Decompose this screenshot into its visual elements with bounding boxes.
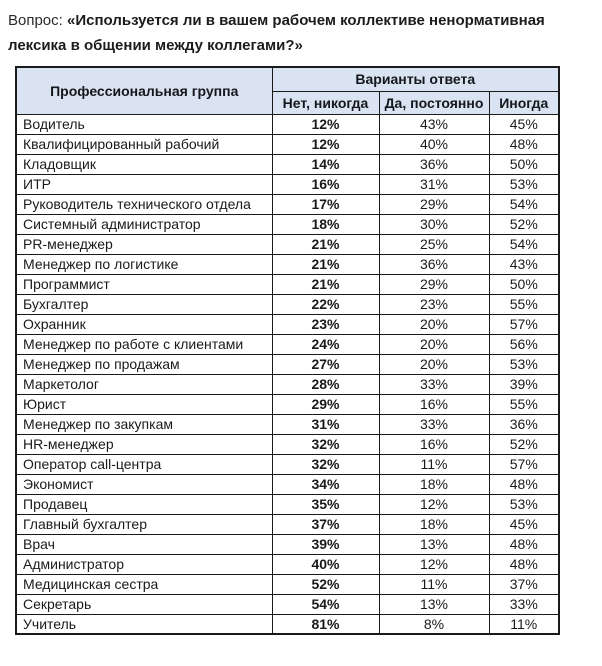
never-cell: 32% xyxy=(272,434,379,454)
sometimes-cell: 57% xyxy=(489,314,559,334)
never-cell: 21% xyxy=(272,254,379,274)
table-row xyxy=(16,414,559,434)
sometimes-cell: 43% xyxy=(489,254,559,274)
sometimes-cell: 52% xyxy=(489,434,559,454)
sometimes-cell: 50% xyxy=(489,274,559,294)
column-header-professional-group: Профессиональная группа xyxy=(16,67,272,114)
group-cell: Квалифицированный рабочий xyxy=(16,134,272,154)
group-cell: Администратор xyxy=(16,554,272,574)
never-cell: 81% xyxy=(272,614,379,634)
sometimes-cell: 55% xyxy=(489,294,559,314)
always-cell: 33% xyxy=(379,374,489,394)
group-cell: Оператор call-центра xyxy=(16,454,272,474)
survey-question-title xyxy=(8,8,596,58)
always-cell: 40% xyxy=(379,134,489,154)
table-row xyxy=(16,494,559,514)
table-row xyxy=(16,474,559,494)
sometimes-cell: 54% xyxy=(489,194,559,214)
never-cell: 54% xyxy=(272,594,379,614)
never-cell: 23% xyxy=(272,314,379,334)
always-cell: 11% xyxy=(379,574,489,594)
always-cell: 12% xyxy=(379,554,489,574)
table-row xyxy=(16,514,559,534)
always-cell: 33% xyxy=(379,414,489,434)
table-header xyxy=(16,67,559,114)
never-cell: 29% xyxy=(272,394,379,414)
sometimes-cell: 50% xyxy=(489,154,559,174)
table-row xyxy=(16,534,559,554)
never-cell: 24% xyxy=(272,334,379,354)
sometimes-cell: 33% xyxy=(489,594,559,614)
table-row xyxy=(16,234,559,254)
table-row xyxy=(16,434,559,454)
group-cell: HR-менеджер xyxy=(16,434,272,454)
always-cell: 12% xyxy=(379,494,489,514)
survey-results-table xyxy=(15,66,560,635)
group-cell: Учитель xyxy=(16,614,272,634)
sometimes-cell: 52% xyxy=(489,214,559,234)
table-row xyxy=(16,134,559,154)
group-cell: Водитель xyxy=(16,114,272,134)
always-cell: 43% xyxy=(379,114,489,134)
always-cell: 20% xyxy=(379,334,489,354)
group-cell: Маркетолог xyxy=(16,374,272,394)
never-cell: 12% xyxy=(272,134,379,154)
group-cell: Программист xyxy=(16,274,272,294)
sometimes-cell: 45% xyxy=(489,514,559,534)
group-cell: ИТР xyxy=(16,174,272,194)
always-cell: 36% xyxy=(379,154,489,174)
sometimes-cell: 37% xyxy=(489,574,559,594)
never-cell: 18% xyxy=(272,214,379,234)
table-row xyxy=(16,354,559,374)
sometimes-cell: 53% xyxy=(489,354,559,374)
never-cell: 39% xyxy=(272,534,379,554)
sometimes-cell: 48% xyxy=(489,134,559,154)
table-row xyxy=(16,394,559,414)
group-cell: Секретарь xyxy=(16,594,272,614)
always-cell: 16% xyxy=(379,394,489,414)
table-row xyxy=(16,334,559,354)
group-cell: Кладовщик xyxy=(16,154,272,174)
always-cell: 29% xyxy=(379,194,489,214)
sometimes-cell: 45% xyxy=(489,114,559,134)
never-cell: 17% xyxy=(272,194,379,214)
always-cell: 20% xyxy=(379,354,489,374)
never-cell: 27% xyxy=(272,354,379,374)
table-row xyxy=(16,554,559,574)
sometimes-cell: 54% xyxy=(489,234,559,254)
table-row xyxy=(16,574,559,594)
group-cell: Врач xyxy=(16,534,272,554)
never-cell: 34% xyxy=(272,474,379,494)
always-cell: 18% xyxy=(379,474,489,494)
group-cell: PR-менеджер xyxy=(16,234,272,254)
table-row xyxy=(16,314,559,334)
sometimes-cell: 11% xyxy=(489,614,559,634)
never-cell: 40% xyxy=(272,554,379,574)
always-cell: 25% xyxy=(379,234,489,254)
table-row xyxy=(16,294,559,314)
table-row xyxy=(16,274,559,294)
never-cell: 21% xyxy=(272,274,379,294)
group-cell: Юрист xyxy=(16,394,272,414)
never-cell: 37% xyxy=(272,514,379,534)
table-row xyxy=(16,194,559,214)
never-cell: 21% xyxy=(272,234,379,254)
column-header-sometimes: Иногда xyxy=(489,91,559,114)
group-cell: Менеджер по логистике xyxy=(16,254,272,274)
sometimes-cell: 53% xyxy=(489,174,559,194)
never-cell: 35% xyxy=(272,494,379,514)
table-row xyxy=(16,614,559,634)
table-row xyxy=(16,454,559,474)
question-text: «Используется ли в вашем рабочем коллективе ненормативная лексика в общении между коллегами?» xyxy=(8,12,545,54)
table-body xyxy=(16,114,559,634)
always-cell: 13% xyxy=(379,594,489,614)
group-cell: Бухгалтер xyxy=(16,294,272,314)
never-cell: 14% xyxy=(272,154,379,174)
always-cell: 18% xyxy=(379,514,489,534)
table-row xyxy=(16,154,559,174)
never-cell: 32% xyxy=(272,454,379,474)
group-cell: Охранник xyxy=(16,314,272,334)
table-row xyxy=(16,174,559,194)
always-cell: 36% xyxy=(379,254,489,274)
table-row xyxy=(16,214,559,234)
column-header-yes-constantly: Да, постоянно xyxy=(379,91,489,114)
column-header-answer-options: Варианты ответа xyxy=(272,67,559,91)
never-cell: 12% xyxy=(272,114,379,134)
sometimes-cell: 36% xyxy=(489,414,559,434)
sometimes-cell: 53% xyxy=(489,494,559,514)
sometimes-cell: 48% xyxy=(489,554,559,574)
always-cell: 30% xyxy=(379,214,489,234)
sometimes-cell: 57% xyxy=(489,454,559,474)
never-cell: 22% xyxy=(272,294,379,314)
never-cell: 31% xyxy=(272,414,379,434)
table-row xyxy=(16,114,559,134)
always-cell: 13% xyxy=(379,534,489,554)
column-header-no-never: Нет, никогда xyxy=(272,91,379,114)
never-cell: 16% xyxy=(272,174,379,194)
question-prefix-label: Вопрос: xyxy=(8,12,63,29)
group-cell: Системный администратор xyxy=(16,214,272,234)
group-cell: Экономист xyxy=(16,474,272,494)
always-cell: 31% xyxy=(379,174,489,194)
never-cell: 28% xyxy=(272,374,379,394)
group-cell: Медицинская сестра xyxy=(16,574,272,594)
group-cell: Менеджер по продажам xyxy=(16,354,272,374)
header-row-top xyxy=(16,67,559,91)
group-cell: Главный бухгалтер xyxy=(16,514,272,534)
sometimes-cell: 56% xyxy=(489,334,559,354)
always-cell: 16% xyxy=(379,434,489,454)
group-cell: Руководитель технического отдела xyxy=(16,194,272,214)
table-row xyxy=(16,254,559,274)
sometimes-cell: 55% xyxy=(489,394,559,414)
always-cell: 20% xyxy=(379,314,489,334)
group-cell: Менеджер по работе с клиентами xyxy=(16,334,272,354)
sometimes-cell: 48% xyxy=(489,534,559,554)
group-cell: Продавец xyxy=(16,494,272,514)
sometimes-cell: 48% xyxy=(489,474,559,494)
table-row xyxy=(16,374,559,394)
sometimes-cell: 39% xyxy=(489,374,559,394)
always-cell: 29% xyxy=(379,274,489,294)
always-cell: 23% xyxy=(379,294,489,314)
group-cell: Менеджер по закупкам xyxy=(16,414,272,434)
never-cell: 52% xyxy=(272,574,379,594)
always-cell: 8% xyxy=(379,614,489,634)
always-cell: 11% xyxy=(379,454,489,474)
table-row xyxy=(16,594,559,614)
